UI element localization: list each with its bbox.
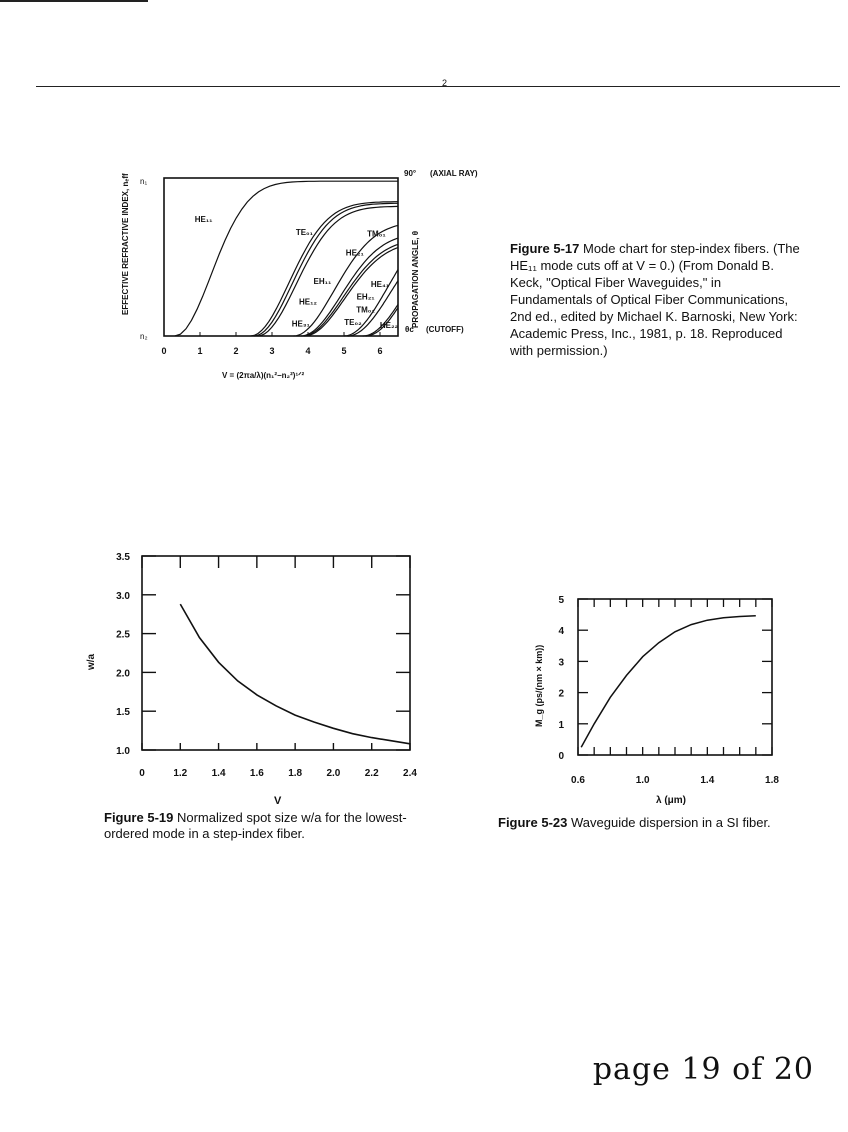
mode-chart-y2-top-label: 90° (404, 169, 417, 178)
dispersion-x-tick-label: 1.4 (700, 775, 715, 786)
dispersion-y-tick-label: 3 (558, 657, 564, 669)
mode-chart-y-top-label: n₁ (140, 177, 148, 186)
figure-5-23-label: Figure 5-23 (498, 815, 568, 830)
mode-curve-label: HE₁₂ (299, 297, 317, 307)
spot-size-x-tick-label: 1.6 (249, 768, 264, 779)
spot-size-x-tick-label: 1.2 (173, 768, 188, 779)
spot-size-y-tick-label: 2.5 (116, 629, 130, 641)
spot-size-ylabel: w/a (86, 653, 97, 670)
spot-size-y-tick-label: 3.0 (116, 590, 130, 602)
page-number-label: page 19 of 20 (592, 1052, 814, 1087)
mode-curve (258, 206, 398, 336)
dispersion-y-tick-label: 5 (558, 595, 564, 606)
mode-chart-xlabel: V = (2πa/λ)(n₁²−n₂²)¹ᐟ² (222, 371, 305, 380)
figure-5-19-label: Figure 5-19 (104, 810, 174, 825)
spot-size-curve (180, 604, 410, 744)
mode-curve (254, 203, 398, 336)
mode-chart-x-tick-label: 0 (161, 346, 167, 356)
mode-chart-y-bottom-label: n₂ (140, 332, 148, 341)
spot-size-x-tick-label: 0 (139, 768, 145, 779)
mode-chart-x-tick-label: 5 (341, 346, 347, 356)
spot-size-xlabel: V (274, 795, 282, 807)
dispersion-ylabel: M_g (ps/(nm × km)) (534, 644, 544, 727)
mode-curve-label: EH₁₁ (313, 276, 332, 286)
mode-chart-y2-top-note: (AXIAL RAY) (430, 169, 478, 178)
mode-curve-label: TE₀₂ (344, 317, 362, 327)
spot-size-x-tick-label: 2.0 (326, 768, 341, 779)
mode-curve (251, 202, 398, 336)
mode-chart-y2-bottom-label: θc (405, 325, 414, 334)
header-rule (36, 86, 840, 87)
mode-chart-x-tick-label: 3 (269, 346, 275, 356)
mode-curve-label: EH₂₁ (356, 292, 375, 302)
mode-chart (100, 160, 500, 390)
figure-5-19-text: Normalized spot size w/a for the lowest-ordered mode in a step-index fiber. (104, 810, 407, 841)
dispersion-x-tick-label: 0.6 (571, 775, 585, 786)
figure-5-17-text: Mode chart for step-index fibers. (The HE₁₁ mode cuts off at V = 0.) (From Donald B. Keck, "Optical Fiber Waveguides," in Fundamentals of Optical Fiber Communications, 2nd ed., edited by Michael K. Barnoski, New York: Academic Press, Inc., 1981, p. 18. Reproduced with permission.) (510, 241, 800, 358)
dispersion-chart (520, 585, 820, 810)
mode-chart-y2label: PROPAGATION ANGLE, θ (411, 230, 420, 328)
mode-chart-x-tick-label: 6 (377, 346, 383, 356)
mode-chart-x-tick-label: 1 (197, 346, 203, 356)
figure-5-17-caption (510, 240, 800, 359)
figure-5-19-caption (104, 810, 424, 842)
dispersion-frame (578, 599, 772, 755)
mode-curve-label: HE₄₁ (370, 280, 390, 290)
spot-size-frame (142, 556, 410, 750)
header-mark: 2 (442, 78, 448, 88)
dispersion-y-tick-label: 1 (558, 719, 564, 731)
dispersion-curve (581, 616, 756, 747)
mode-curve-label: TM₀₂ (356, 305, 375, 315)
mode-chart-x-tick-label: 2 (233, 346, 239, 356)
spot-size-y-tick-label: 1.5 (116, 707, 130, 719)
dispersion-y-tick-label: 4 (558, 626, 564, 638)
mode-curve-label: HE₁₁ (194, 215, 213, 225)
mode-chart-ylabel: EFFECTIVE REFRACTIVE INDEX, nₑff (121, 173, 130, 315)
dispersion-x-tick-label: 1.8 (765, 775, 779, 786)
spot-size-x-tick-label: 2.4 (403, 768, 417, 779)
spot-size-chart (78, 548, 438, 810)
top-left-rule (0, 0, 148, 2)
spot-size-x-tick-label: 2.2 (364, 768, 379, 779)
spot-size-y-tick-label: 3.5 (116, 552, 130, 563)
spot-size-y-tick-label: 2.0 (116, 668, 130, 680)
mode-curve-label: HE₂₁ (345, 248, 364, 258)
mode-curve-label: TE₀₁ (295, 227, 313, 237)
spot-size-y-tick-label: 1.0 (116, 746, 130, 757)
figure-5-23-caption (498, 815, 828, 831)
dispersion-y-tick-label: 0 (558, 751, 564, 762)
dispersion-xlabel: λ (μm) (656, 795, 687, 806)
mode-curve-label: HE₃₁ (291, 319, 310, 329)
mode-chart-x-tick-label: 4 (305, 346, 311, 356)
dispersion-y-tick-label: 2 (558, 688, 564, 700)
spot-size-x-tick-label: 1.8 (288, 768, 303, 779)
figure-5-23-text: Waveguide dispersion in a SI fiber. (570, 815, 771, 830)
mode-curve-label: TM₀₁ (367, 229, 386, 239)
figure-5-17-label: Figure 5-17 (510, 241, 580, 256)
mode-chart-y2-bottom-note: (CUTOFF) (426, 325, 464, 334)
dispersion-x-tick-label: 1.0 (635, 775, 650, 786)
spot-size-x-tick-label: 1.4 (211, 768, 226, 779)
mode-curve-label: HE₂₂ (379, 321, 399, 331)
